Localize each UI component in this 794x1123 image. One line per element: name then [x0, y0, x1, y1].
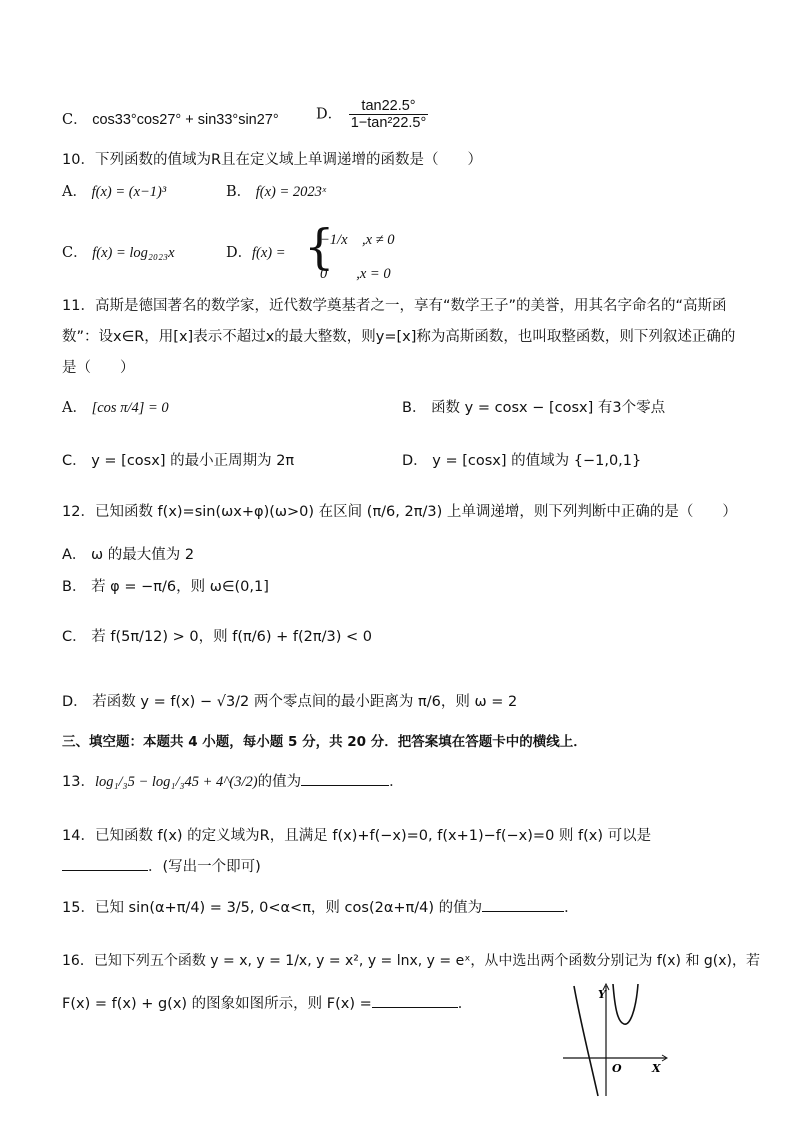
q12-option-b-label: B．: [62, 579, 87, 595]
q11-stem-line3: [62, 358, 135, 378]
q11-option-b-expr: 函数 y = cosx − [cosx] 有3个零点: [431, 400, 666, 416]
q12-number: 12．: [62, 504, 95, 520]
q12-stem-text: 已知函数 f(x)=sin(ωx+φ)(ω>0) 在区间 (π/6, 2π/3) 上单调递增，则下列判断中正确的是（ ）: [94, 504, 737, 520]
q11-stem-line2: [62, 327, 735, 347]
q13-number: 13．: [62, 774, 95, 790]
q10-option-c: [62, 243, 175, 263]
section-3-heading: 三、填空题：本题共 4 小题，每小题 5 分，共 20 分．把答案填在答题卡中的横线上．: [62, 734, 587, 750]
q10-option-d-lhs: f(x) =: [252, 245, 286, 261]
q10-stem-text: 下列函数的值域为R且在定义域上单调递增的函数是（ ）: [94, 152, 483, 168]
q16-stem-line1: [62, 951, 760, 971]
q10-number: 10．: [62, 152, 95, 168]
q10-option-b-label: B．: [226, 184, 252, 200]
graph-x-label: X: [652, 1062, 661, 1075]
q12-option-c-label: C．: [62, 629, 87, 645]
graph-right-branch: [613, 984, 638, 1024]
q16-answer-blank[interactable]: [372, 995, 458, 1008]
q10-option-b-expr: f(x) = 2023ˣ: [255, 184, 327, 200]
q9-option-d-denominator: 1−tan²22.5°: [350, 115, 427, 131]
q12-option-c-expr: 若 f(5π/12) > 0，则 f(π/6) + f(2π/3) < 0: [91, 629, 372, 645]
q14-stem-text1: 已知函数 f(x) 的定义域为R，且满足 f(x)+f(−x)=0, f(x+1)−f(−x)=0 则 f(x) 可以是: [94, 828, 652, 844]
q15: [62, 898, 579, 918]
q11-option-b-label: B．: [402, 400, 427, 416]
q16-number: 16．: [62, 953, 94, 969]
q13: [62, 772, 404, 792]
q11-option-d-expr: y = [cosx] 的值域为 {−1,0,1}: [432, 453, 642, 469]
q10-option-b: [226, 182, 326, 202]
q11-option-c-expr: y = [cosx] 的最小正周期为 2π: [91, 453, 295, 469]
q11-option-b: [402, 398, 665, 418]
q9-option-c: [62, 110, 279, 130]
q16-end: ．: [457, 996, 473, 1012]
q12-option-a: [62, 545, 194, 565]
q10-option-a: [62, 182, 166, 202]
q11-stem-text3: 是（ ）: [62, 360, 135, 376]
q10-option-a-expr: f(x) = (x−1)³: [91, 184, 167, 200]
q12-option-c: [62, 627, 372, 647]
q9-option-d-numerator: tan22.5°: [349, 98, 429, 115]
q14-answer-blank[interactable]: [62, 858, 148, 871]
q12-option-d: [62, 692, 517, 712]
q11-option-a: [62, 398, 169, 418]
q11-option-d-label: D．: [402, 453, 428, 469]
q10-option-d-case2: 0 ,x = 0: [320, 266, 391, 282]
q16-stem-line2: [62, 994, 472, 1014]
q11-stem-text2: 数”：设x∈R，用[x]表示不超过x的最大整数，则y=[x]称为高斯函数，也叫取整函数，则下列叙述正确的: [62, 329, 736, 345]
q11-stem-text1: 高斯是德国著名的数学家，近代数学奠基者之一，享有“数学王子”的美誉，用其名字命名的“高斯函: [94, 298, 727, 314]
q12-option-a-expr: ω 的最大值为 2: [91, 547, 195, 563]
q14-number: 14．: [62, 828, 95, 844]
q14-stem-line1: [62, 826, 651, 846]
q12-stem: [62, 502, 737, 522]
q10-option-d-brace: {: [304, 219, 335, 275]
q11-option-a-label: A．: [62, 400, 87, 416]
q11-stem-line1: [62, 296, 727, 316]
q11-option-d: [402, 451, 641, 471]
q10-option-d-label: D．: [226, 245, 253, 261]
q15-answer-blank[interactable]: [482, 899, 564, 912]
q14-stem-line2: [62, 857, 261, 877]
q13-end: ．: [389, 774, 404, 790]
graph-y-label: Y: [598, 988, 606, 1001]
q9-option-c-expr: cos33°cos27° + sin33°sin27°: [92, 112, 279, 128]
q9-option-d-fraction: [349, 98, 429, 131]
graph-left-branch: [574, 986, 598, 1096]
q10-option-d-case1: −1/x ,x ≠ 0: [320, 232, 395, 248]
q15-stem-text: 已知 sin(α+π/4) = 3/5, 0<α<π，则 cos(2α+π/4) 的值为: [94, 900, 483, 916]
q12-option-d-expr: 若函数 y = f(x) − √3/2 两个零点间的最小距离为 π/6，则 ω = 2: [92, 694, 518, 710]
q12-option-b: [62, 577, 269, 597]
q16-function-graph: [558, 980, 670, 1098]
q11-option-c: [62, 451, 294, 471]
q9-option-d-label: D．: [316, 106, 343, 123]
q10-option-c-expr: f(x) = log₂₀₂₃x: [92, 245, 175, 261]
q16-stem-text2: F(x) = f(x) + g(x) 的图象如图所示，则 F(x) =: [62, 996, 372, 1012]
graph-origin-label: O: [612, 1062, 622, 1075]
q14-stem-text2: ．(写出一个即可): [148, 859, 261, 875]
q11-option-c-label: C．: [62, 453, 87, 469]
q11-option-a-expr: [cos π/4] = 0: [91, 400, 169, 416]
q15-end: ．: [564, 900, 579, 916]
q9-option-c-label: C．: [62, 112, 88, 128]
q10-stem: [62, 150, 482, 170]
q11-number: 11．: [62, 298, 95, 314]
q12-option-a-label: A．: [62, 547, 87, 563]
q13-expr: log₁/₃5 − log₁/₃45 + 4^(3/2): [94, 774, 258, 790]
q13-tail: 的值为: [257, 774, 302, 790]
q10-option-c-label: C．: [62, 245, 88, 261]
q16-stem-text1: 已知下列五个函数 y = x, y = 1/x, y = x², y = lnx, y = eˣ，从中选出两个函数分别记为 f(x) 和 g(x)，若: [93, 953, 761, 969]
q12-option-d-label: D．: [62, 694, 88, 710]
q10-option-a-label: A．: [62, 184, 87, 200]
q13-answer-blank[interactable]: [301, 773, 389, 786]
q9-option-d: [316, 98, 430, 131]
q15-number: 15．: [62, 900, 95, 916]
q12-option-b-expr: 若 φ = −π/6，则 ω∈(0,1]: [91, 579, 269, 595]
